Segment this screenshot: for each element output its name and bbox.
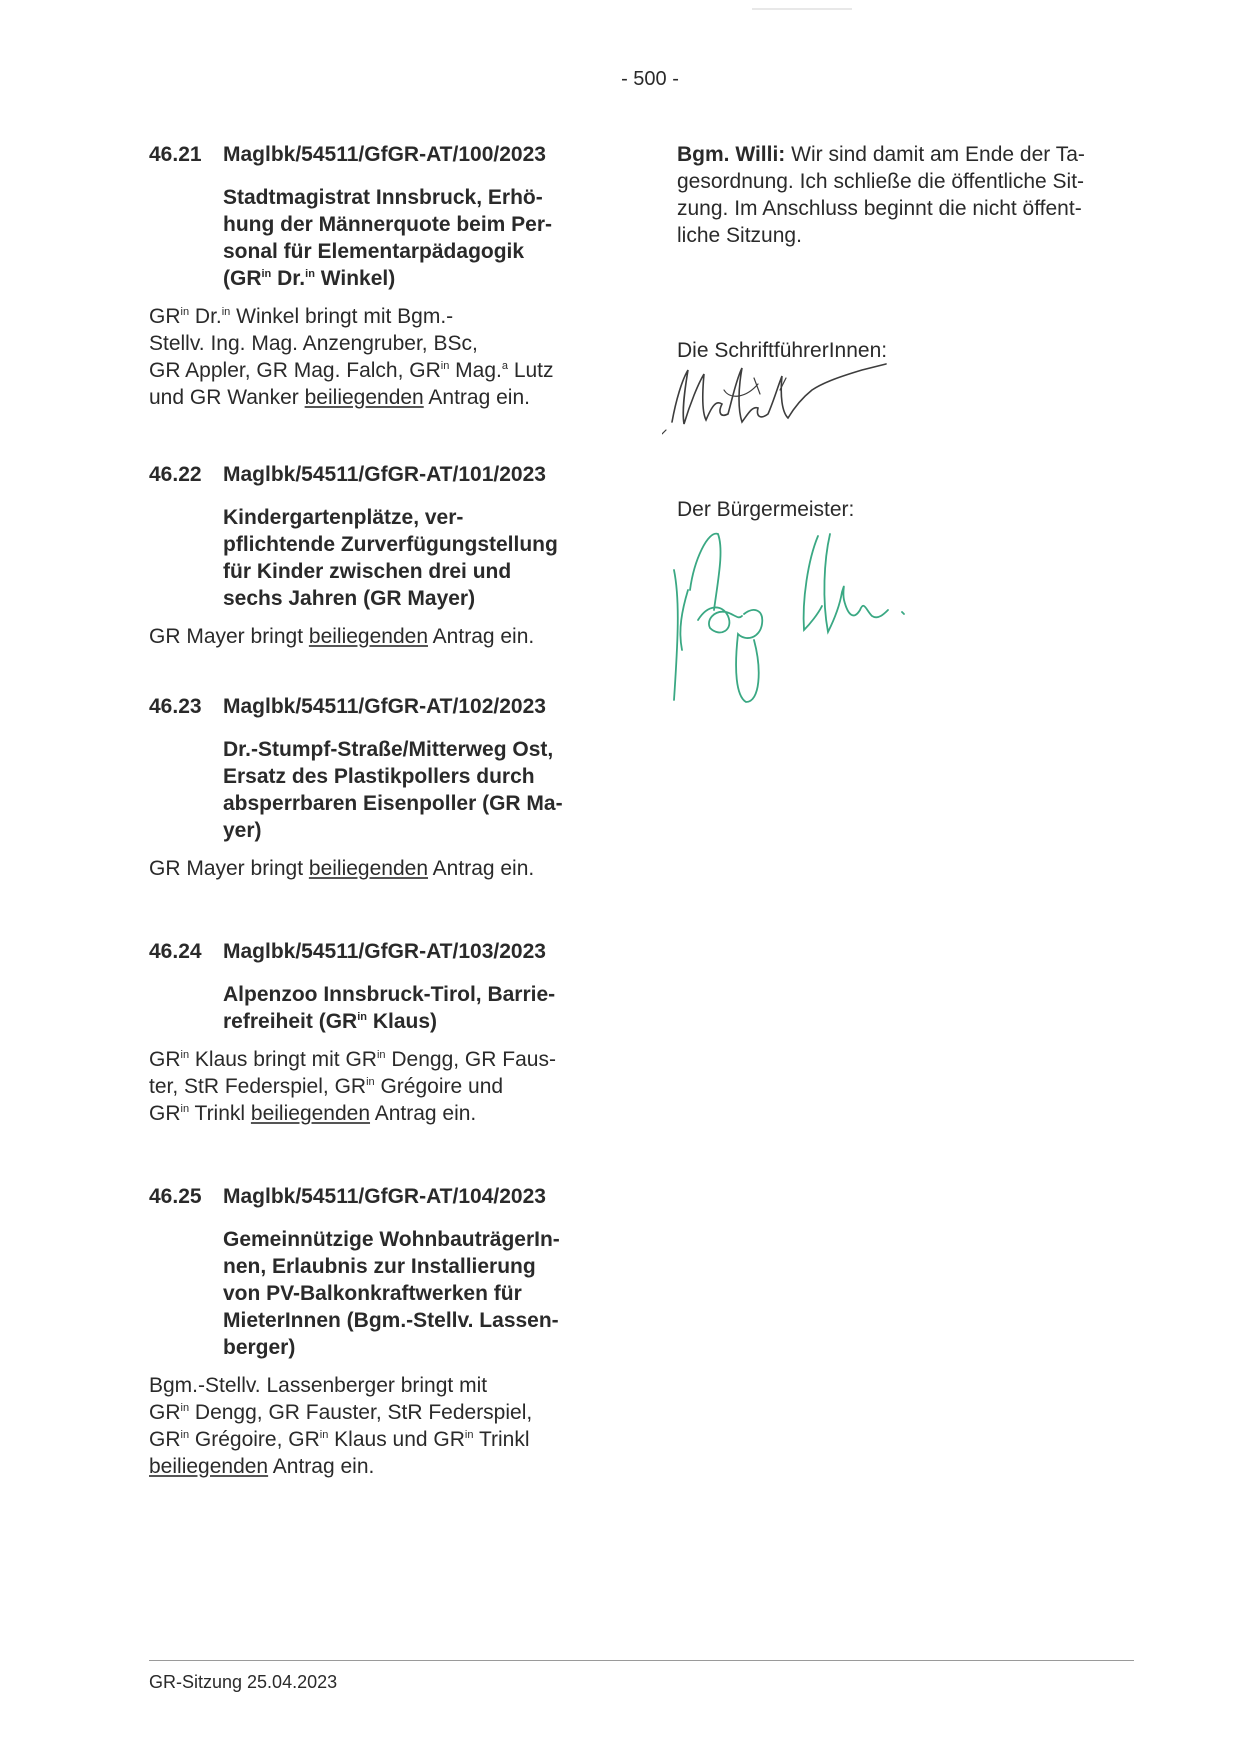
underlined-word: beiliegenden (149, 1455, 269, 1478)
body-line: Stellv. Ing. Mag. Anzengruber, BSc, (149, 332, 478, 355)
text-run: Dr. (271, 267, 306, 290)
item-heading (149, 1183, 609, 1210)
superscript: in (221, 306, 231, 318)
underlined-word: beiliegenden (308, 625, 428, 648)
body-line (149, 1399, 609, 1426)
title-line: berger) (223, 1336, 296, 1359)
text-run: Klaus und GR (328, 1428, 465, 1451)
title-line: von PV-Balkonkraftwerken für (223, 1282, 522, 1305)
title-line: hung der Männerquote beim Per- (223, 213, 553, 236)
superscript: in (180, 1049, 190, 1061)
item-number: 46.22 (149, 463, 202, 486)
item-number: 46.25 (149, 1185, 202, 1208)
scan-artifact (752, 8, 852, 10)
text-run: Antrag ein. (428, 625, 535, 648)
title-line: Stadtmagistrat Innsbruck, Erhö- (223, 186, 543, 209)
item-title (223, 184, 599, 292)
item-body (149, 855, 609, 882)
agenda-item-46-25 (149, 1183, 609, 1480)
text-run: Antrag ein. (428, 857, 535, 880)
title-line: yer) (223, 819, 262, 842)
body-line (149, 1073, 609, 1100)
superscript: in (319, 1429, 329, 1441)
text-run: (GR (223, 267, 262, 290)
item-number: 46.23 (149, 695, 202, 718)
body-line (149, 855, 609, 882)
item-body (149, 623, 609, 650)
closing-line (677, 141, 1137, 168)
closing-line: zung. Im Anschluss beginnt die nicht öffent- (677, 197, 1082, 220)
text-run: GR Mayer bringt (149, 857, 309, 880)
superscript: in (180, 1429, 190, 1441)
superscript: in (464, 1429, 474, 1441)
text-run: Mag. (449, 359, 502, 382)
item-number: 46.24 (149, 940, 202, 963)
superscript: in (376, 1049, 386, 1061)
title-line (223, 265, 599, 292)
text-run: refreiheit (GR (223, 1010, 358, 1033)
underlined-word: beiliegenden (308, 857, 428, 880)
item-reference: Maglbk/54511/GfGR-AT/101/2023 (223, 463, 546, 486)
text-run: Antrag ein. (268, 1455, 375, 1478)
closing-statement (677, 141, 1137, 249)
mayor-label: Der Bürgermeister: (677, 498, 855, 521)
page-number: - 500 - (621, 68, 679, 90)
text-run: ter, StR Federspiel, GR (149, 1075, 367, 1098)
title-line: Gemeinnützige WohnbauträgerIn- (223, 1228, 560, 1251)
text-run: Trinkl (189, 1102, 251, 1125)
body-line (149, 1046, 609, 1073)
text-run: und GR Wanker (149, 386, 305, 409)
body-line: Bgm.-Stellv. Lassenberger bringt mit (149, 1374, 488, 1397)
speaker-name: Bgm. Willi: (677, 143, 786, 166)
item-body (149, 1372, 609, 1480)
title-line: MieterInnen (Bgm.-Stellv. Lassen- (223, 1309, 559, 1332)
secretaries-label: Die SchriftführerInnen: (677, 339, 888, 362)
item-reference: Maglbk/54511/GfGR-AT/100/2023 (223, 143, 546, 166)
body-line (149, 1426, 609, 1453)
title-line: nen, Erlaubnis zur Installierung (223, 1255, 536, 1278)
title-line (223, 1008, 599, 1035)
superscript: in (180, 306, 190, 318)
underlined-word: beiliegenden (250, 1102, 371, 1125)
text-run: GR Mayer bringt (149, 625, 309, 648)
text-run: Trinkl (473, 1428, 530, 1451)
superscript: in (180, 1103, 190, 1115)
text-run: Klaus bringt mit GR (189, 1048, 377, 1071)
text-run: Winkel bringt mit Bgm.- (230, 305, 454, 328)
mayor-signature (668, 520, 948, 710)
closing-section (677, 141, 1137, 249)
superscript: in (261, 268, 272, 280)
text-run: Grégoire, GR (189, 1428, 320, 1451)
title-line: pflichtende Zurverfügungstellung (223, 533, 558, 556)
title-line: für Kinder zwischen drei und (223, 560, 512, 583)
text-run: Winkel) (314, 267, 396, 290)
item-title (223, 736, 599, 844)
footer-divider (149, 1660, 1134, 1661)
item-heading (149, 938, 609, 965)
item-title (223, 1226, 599, 1361)
title-line: Alpenzoo Innsbruck-Tirol, Barrie- (223, 983, 556, 1006)
title-line: sonal für Elementarpädagogik (223, 240, 525, 263)
title-line: absperrbaren Eisenpoller (GR Ma- (223, 792, 563, 815)
superscript: in (440, 360, 450, 372)
superscript: in (366, 1076, 375, 1088)
item-reference: Maglbk/54511/GfGR-AT/104/2023 (223, 1185, 546, 1208)
underlined-word: beiliegenden (304, 386, 424, 409)
text-run: Dengg, GR Fauster, StR Federspiel, (189, 1401, 533, 1424)
text-run: Antrag ein. (370, 1102, 477, 1125)
text-run: GR (149, 1401, 181, 1424)
item-number: 46.21 (149, 143, 202, 166)
closing-line: liche Sitzung. (677, 224, 802, 247)
superscript: in (180, 1402, 190, 1414)
item-heading (149, 693, 609, 720)
body-line (149, 1453, 609, 1480)
item-heading (149, 141, 609, 168)
text-run: Wir sind damit am Ende der Ta- (785, 143, 1085, 166)
text-run: Antrag ein. (423, 386, 530, 409)
agenda-items (149, 141, 609, 1480)
text-run: GR (149, 305, 181, 328)
item-title (223, 981, 599, 1035)
body-line (149, 623, 609, 650)
text-run: Lutz (507, 359, 554, 382)
item-heading (149, 461, 609, 488)
body-line (149, 1100, 609, 1127)
title-line: Ersatz des Plastikpollers durch (223, 765, 535, 788)
item-title (223, 504, 599, 612)
text-run: GR (149, 1048, 181, 1071)
footer-session-date: GR-Sitzung 25.04.2023 (149, 1672, 338, 1692)
secretaries-signature (662, 360, 902, 440)
text-run: Klaus) (366, 1010, 437, 1033)
text-run: GR (149, 1428, 181, 1451)
title-line: Kindergartenplätze, ver- (223, 506, 464, 529)
superscript: in (305, 268, 315, 280)
title-line: Dr.-Stumpf-Straße/Mitterweg Ost, (223, 738, 554, 761)
item-body (149, 1046, 609, 1127)
agenda-item-46-21 (149, 141, 609, 411)
text-run: GR (149, 1102, 181, 1125)
superscript: a (501, 360, 508, 372)
body-line (149, 384, 609, 411)
agenda-item-46-22 (149, 461, 609, 650)
superscript: in (357, 1011, 367, 1023)
text-run: Grégoire und (374, 1075, 504, 1098)
item-reference: Maglbk/54511/GfGR-AT/103/2023 (223, 940, 546, 963)
agenda-item-46-24 (149, 938, 609, 1127)
text-run: Dengg, GR Faus- (385, 1048, 556, 1071)
agenda-item-46-23 (149, 693, 609, 882)
body-line (149, 357, 609, 384)
item-body (149, 303, 609, 411)
closing-line: gesordnung. Ich schließe die öffentliche Sit- (677, 170, 1085, 193)
title-line: sechs Jahren (GR Mayer) (223, 587, 476, 610)
body-line (149, 303, 609, 330)
text-run: Dr. (189, 305, 222, 328)
item-reference: Maglbk/54511/GfGR-AT/102/2023 (223, 695, 546, 718)
text-run: GR Appler, GR Mag. Falch, GR (149, 359, 441, 382)
